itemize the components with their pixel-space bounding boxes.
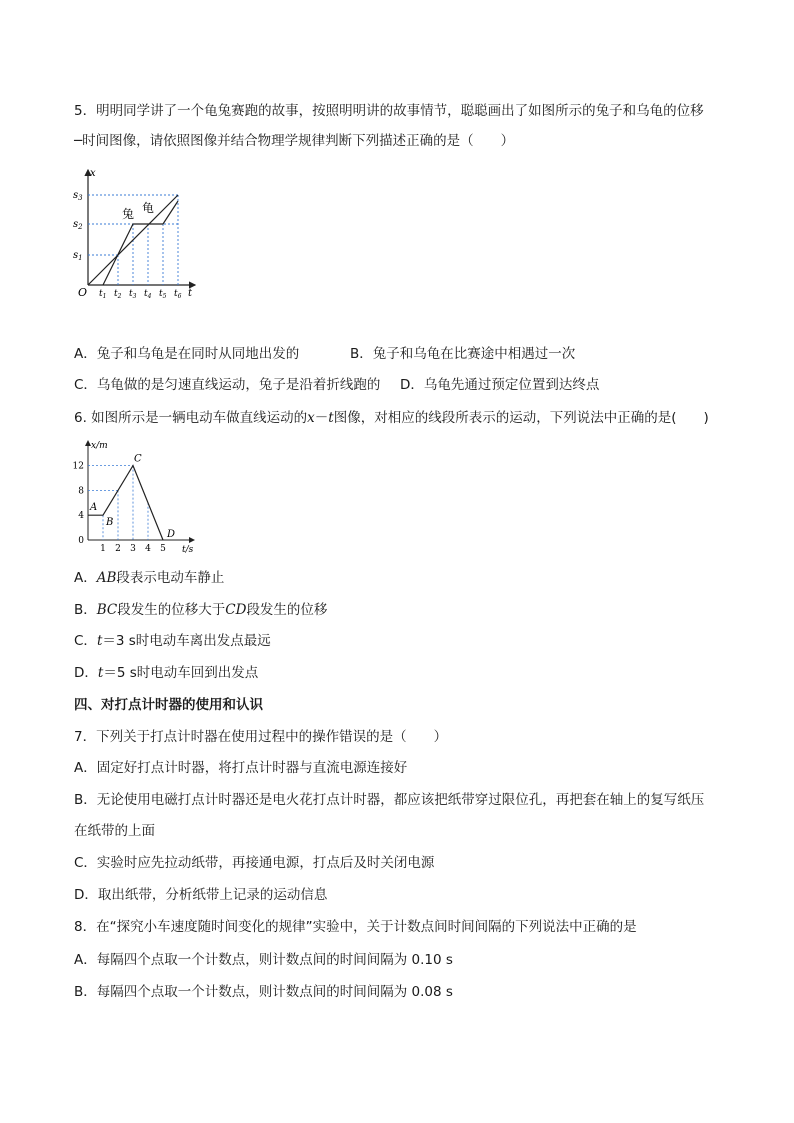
q5-t5: $t_5$ xyxy=(159,289,167,300)
q6-x-tick-4: 4 xyxy=(145,544,151,554)
q5-x-tick-labels xyxy=(99,289,182,300)
q5-t1: $t_1$ xyxy=(99,289,107,300)
q5-option-d: D．乌龟先通过预定位置到达终点 xyxy=(400,377,600,393)
q6-option-b: B．BC段发生的位移大于CD段发生的位移 xyxy=(74,602,328,618)
q8-option-a: A．每隔四个点取一个计数点，则计数点间的时间间隔为 0.10 s xyxy=(74,952,453,968)
q6-motion-line xyxy=(88,466,163,540)
q6-point-B: B xyxy=(106,517,114,529)
q5-origin-label: O xyxy=(78,286,88,299)
q6-x-tick-3: 3 xyxy=(130,544,136,554)
q6-point-D: D xyxy=(167,529,176,540)
section-heading: 四、对打点计时器的使用和认识 xyxy=(74,697,263,713)
q6-y-tick-0: 0 xyxy=(78,536,84,546)
q5-t2: $t_2$ xyxy=(114,289,122,300)
q8-option-b: B．每隔四个点取一个计数点，则计数点间的时间间隔为 0.08 s xyxy=(74,984,453,1000)
q6-point-A: A xyxy=(90,502,98,514)
q7-stem: 7．下列关于打点计时器在使用过程中的操作错误的是（ ） xyxy=(74,729,448,745)
q5-option-c: C．乌龟做的是匀速直线运动，兔子是沿着折线跑的 xyxy=(74,377,381,393)
q7-option-d: D．取出纸带，分析纸带上记录的运动信息 xyxy=(74,887,328,903)
q6-option-c: C．t＝3 s时电动车离出发点最远 xyxy=(74,633,271,649)
q5-t6: $t_6$ xyxy=(174,289,182,300)
q5-turtle-label: 龟 xyxy=(142,201,155,215)
q6-option-d: D．t＝5 s时电动车回到出发点 xyxy=(74,665,259,681)
q6-y-tick-4: 4 xyxy=(78,511,84,522)
q7-option-a: A．固定好打点计时器，将打点计时器与直流电源连接好 xyxy=(74,760,408,776)
q6-option-a: A．AB段表示电动车静止 xyxy=(74,570,225,586)
q6-y-axis-label: x/m xyxy=(91,441,108,451)
q7-option-c: C．实验时应先拉动纸带，再接通电源，打点后及时关闭电源 xyxy=(74,855,435,871)
q6-xt-graph xyxy=(72,437,202,555)
q5-s2: $s_2$ xyxy=(73,219,83,231)
q5-s1: $s_1$ xyxy=(73,250,83,262)
q5-position-time-graph xyxy=(70,165,200,300)
q6-x-tick-5: 5 xyxy=(160,544,166,554)
q6-x-tick-labels xyxy=(100,544,166,554)
q8-stem: 8．在“探究小车速度随时间变化的规律”实验中，关于计数点间时间间隔的下列说法中正确的是 xyxy=(74,919,637,935)
q6-x-tick-2: 2 xyxy=(115,544,121,554)
q5-x-axis-label: x xyxy=(90,168,96,179)
q6-y-tick-8: 8 xyxy=(78,486,84,497)
q5-t-axis-label: t xyxy=(188,288,193,299)
q6-point-C: C xyxy=(134,453,142,465)
q5-rabbit-line xyxy=(103,201,178,285)
q6-y-tick-labels xyxy=(73,462,85,546)
q5-stem-line2: ─时间图像，请依照图像并结合物理学规律判断下列描述正确的是（ ） xyxy=(74,133,515,149)
q5-option-a: A．兔子和乌龟是在同时从同地出发的 xyxy=(74,346,300,362)
q5-y-tick-labels xyxy=(73,190,83,262)
q7-option-b-line2: 在纸带的上面 xyxy=(74,823,155,839)
q5-t4: $t_4$ xyxy=(144,289,152,300)
q6-x-tick-1: 1 xyxy=(100,544,106,554)
q5-option-b: B．兔子和乌龟在比赛途中相遇过一次 xyxy=(350,346,576,362)
q6-stem: 6. 如图所示是一辆电动车做直线运动的x－t图像，对相应的线段所表示的运动，下列说法中正确的是( ) xyxy=(74,410,709,426)
q5-stem-line1: 5．明明同学讲了一个龟兔赛跑的故事，按照明明讲的故事情节，聪聪画出了如图所示的兔子和乌龟的位移 xyxy=(74,103,704,119)
q6-x-axis-label: t/s xyxy=(182,545,194,555)
q5-t3: $t_3$ xyxy=(129,289,137,300)
q6-y-tick-12: 12 xyxy=(72,461,84,472)
q5-rabbit-label: 兔 xyxy=(122,207,135,221)
q5-s3: $s_3$ xyxy=(73,190,83,202)
q7-option-b-line1: B．无论使用电磁打点计时器还是电火花打点计时器，都应该把纸带穿过限位孔，再把套在轴上的复写纸压 xyxy=(74,792,705,808)
